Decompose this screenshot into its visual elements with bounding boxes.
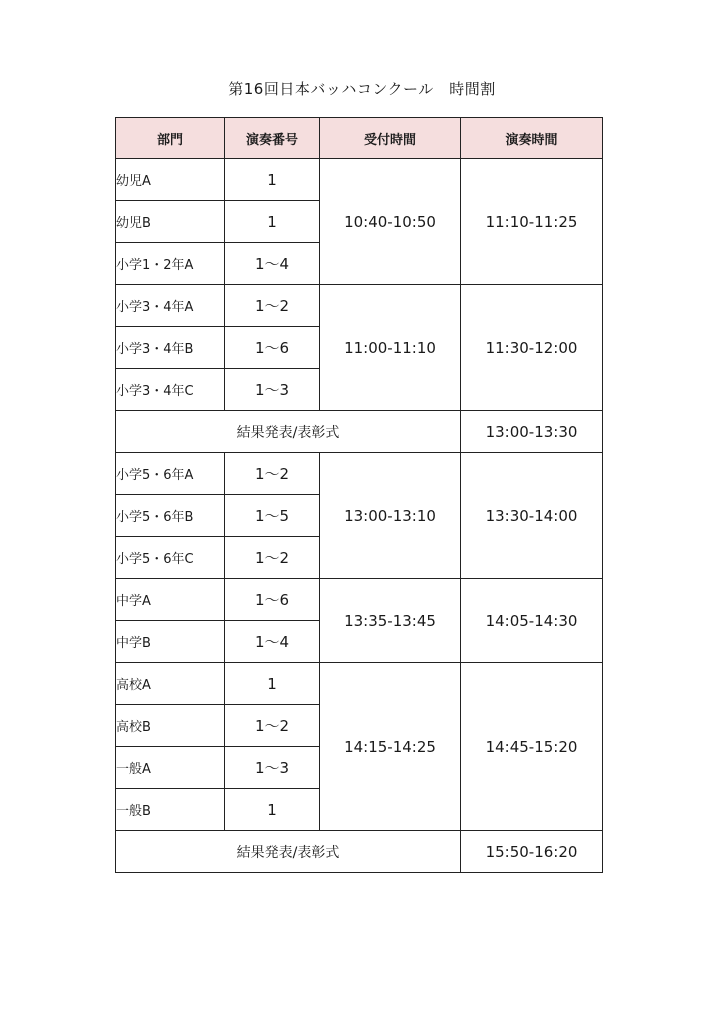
results-row (116, 831, 603, 873)
results-time: 13:00-13:30 (461, 411, 603, 453)
division-cell: 小学3・4年A (116, 285, 225, 327)
reception-time-cell: 14:15-14:25 (320, 663, 461, 831)
division-cell: 幼児B (116, 201, 225, 243)
number-cell: 1～2 (225, 537, 320, 579)
number-cell: 1～5 (225, 495, 320, 537)
results-row (116, 411, 603, 453)
division-cell: 小学3・4年B (116, 327, 225, 369)
performance-time-cell: 14:45-15:20 (461, 663, 603, 831)
table-row (116, 285, 603, 327)
performance-time-cell: 11:10-11:25 (461, 159, 603, 285)
header-performance: 演奏時間 (461, 118, 603, 159)
number-cell: 1～4 (225, 243, 320, 285)
division-cell: 小学1・2年A (116, 243, 225, 285)
header-reception: 受付時間 (320, 118, 461, 159)
division-cell: 小学5・6年A (116, 453, 225, 495)
number-cell: 1～4 (225, 621, 320, 663)
number-cell: 1～3 (225, 747, 320, 789)
division-cell: 一般B (116, 789, 225, 831)
reception-time-cell: 11:00-11:10 (320, 285, 461, 411)
number-cell: 1～6 (225, 579, 320, 621)
number-cell: 1 (225, 663, 320, 705)
division-cell: 小学3・4年C (116, 369, 225, 411)
results-label: 結果発表/表彰式 (116, 411, 461, 453)
division-cell: 中学A (116, 579, 225, 621)
table-row (116, 579, 603, 621)
number-cell: 1～2 (225, 705, 320, 747)
division-cell: 幼児A (116, 159, 225, 201)
header-number: 演奏番号 (225, 118, 320, 159)
header-row (116, 118, 603, 159)
performance-time-cell: 13:30-14:00 (461, 453, 603, 579)
number-cell: 1～2 (225, 453, 320, 495)
number-cell: 1～3 (225, 369, 320, 411)
table-row (116, 663, 603, 705)
page-title: 第16回日本バッハコンクール 時間割 (228, 80, 496, 98)
division-cell: 中学B (116, 621, 225, 663)
header-division: 部門 (116, 118, 225, 159)
schedule-table (115, 117, 603, 873)
division-cell: 小学5・6年C (116, 537, 225, 579)
division-cell: 一般A (116, 747, 225, 789)
reception-time-cell: 13:35-13:45 (320, 579, 461, 663)
number-cell: 1 (225, 789, 320, 831)
number-cell: 1 (225, 159, 320, 201)
division-cell: 小学5・6年B (116, 495, 225, 537)
reception-time-cell: 10:40-10:50 (320, 159, 461, 285)
results-time: 15:50-16:20 (461, 831, 603, 873)
number-cell: 1～2 (225, 285, 320, 327)
division-cell: 高校B (116, 705, 225, 747)
number-cell: 1 (225, 201, 320, 243)
results-label: 結果発表/表彰式 (116, 831, 461, 873)
performance-time-cell: 11:30-12:00 (461, 285, 603, 411)
number-cell: 1～6 (225, 327, 320, 369)
performance-time-cell: 14:05-14:30 (461, 579, 603, 663)
division-cell: 高校A (116, 663, 225, 705)
table-row (116, 453, 603, 495)
table-row (116, 159, 603, 201)
reception-time-cell: 13:00-13:10 (320, 453, 461, 579)
